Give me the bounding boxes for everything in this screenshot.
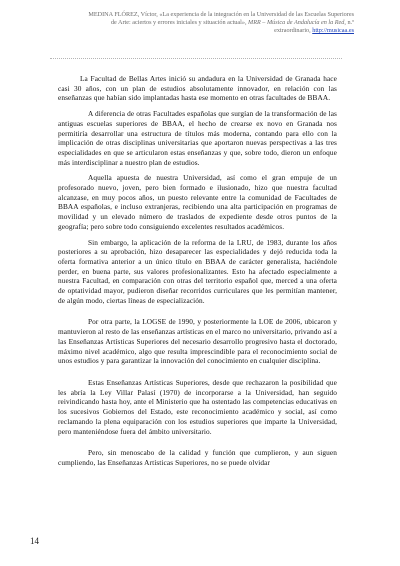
paragraph-2: A diferencia de otras Facultades españolas que surgían de la transformación de las antiguas escuelas superiores de BBAA, el hecho de crearse ex novo en Granada nos permitiría desarrollar una estructura de títulos más moderna, contando para ello con la implicación de otras disciplinas universitarias que aportaron nuevas perspectivas a las tres especialidades en que se articularon estas enseñanzas y que, sobre todo, dieron un enfoque más interdisciplinar a nuestro plan de estudios. <box>58 109 337 167</box>
paragraph-5: Por otra parte, la LOGSE de 1990, y posteriormente la LOE de 2006, ubicaron y mantuvieron al resto de las enseñanzas artísticas en el marco no universitario, privando así a las Enseñanzas Artísticas Superiores del necesario desarrollo progresivo hasta el doctorado, máximo nivel académico, algo que resulta imprescindible para el reconocimiento social de unos estudios y para garantizar la innovación del conocimiento en cualquier disciplina. <box>58 317 337 366</box>
paragraph-6: Estas Enseñanzas Artísticas Superiores, desde que rechazaron la posibilidad que les abría la Ley Villar Palasí (1970) de incorporarse a la Universidad, han seguido reivindicando hasta hoy, ante el Ministerio que ha ostentado las competencias educativas en los sucesivos Gobiernos del Estado, este reconocimiento académico y social, así como reclamando la plena equiparación con los estudios superiores que imparte la Universidad, pero manteniéndose fuera del ámbito universitario. <box>58 377 337 436</box>
article-body <box>58 74 337 474</box>
header-journal-link[interactable]: http://musicaa.es <box>312 27 354 34</box>
running-header <box>82 11 354 35</box>
header-divider <box>50 58 342 59</box>
paragraph-7: Pero, sin menoscabo de la calidad y función que cumplieron, y aun siguen cumpliendo, las Enseñanzas Artísticas Superiores, no se puede olvidar <box>58 448 337 467</box>
header-journal-title: MRR – Música de Andalucía en la Red <box>248 19 345 26</box>
header-citation-line3: , n.º extraordinario, <box>274 19 354 34</box>
paragraph-4: Sin embargo, la aplicación de la reforma de la LRU, de 1983, durante los años posteriores a su aprobación, hizo desaparecer las especialidades y dejó reducida toda la oferta formativa anterior a un único título en BBAA de carácter generalista, haciéndole perder, en buena parte, sus valores profesionalizantes. Esto ha afectado especialmente a nuestra Facultad, en comparación con otras del territorio español que, merced a una oferta de optatividad mayor, pudieron diseñar recorridos curriculares que les permitían mantener, de algún modo, ciertas líneas de especialización. <box>58 237 337 305</box>
page-number: 14 <box>30 536 39 546</box>
paragraph-3: Aquella apuesta de nuestra Universidad, así como el gran empuje de un profesorado nuevo, joven, pero bien formado e ilusionado, hizo que nuestra facultad alcanzase, en muy pocos años, un puesto relevante entre la comunidad de Facultades de BBAA españolas, e incluso extranjeras, recibiendo una alta participación en programas de movilidad y un elevado número de traslados de expediente desde otros puntos de la geografía; pero sobre todo consiguiendo excelentes resultados académicos. <box>58 173 337 231</box>
paragraph-1: La Facultad de Bellas Artes inició su andadura en la Universidad de Granada hace casi 30 años, con un plan de estudios absolutamente innovador, en relación con las enseñanzas que habían sido implantadas hasta ese momento en otras facultades de BBAA. <box>58 74 337 103</box>
header-citation-line1: MEDINA FLÓREZ, Víctor, «La experiencia de la integración en la Universidad de las Escuelas <box>88 11 326 18</box>
header-citation-line2: Superiores de Arte: aciertos y errores iniciales y situación actual», <box>110 11 354 26</box>
